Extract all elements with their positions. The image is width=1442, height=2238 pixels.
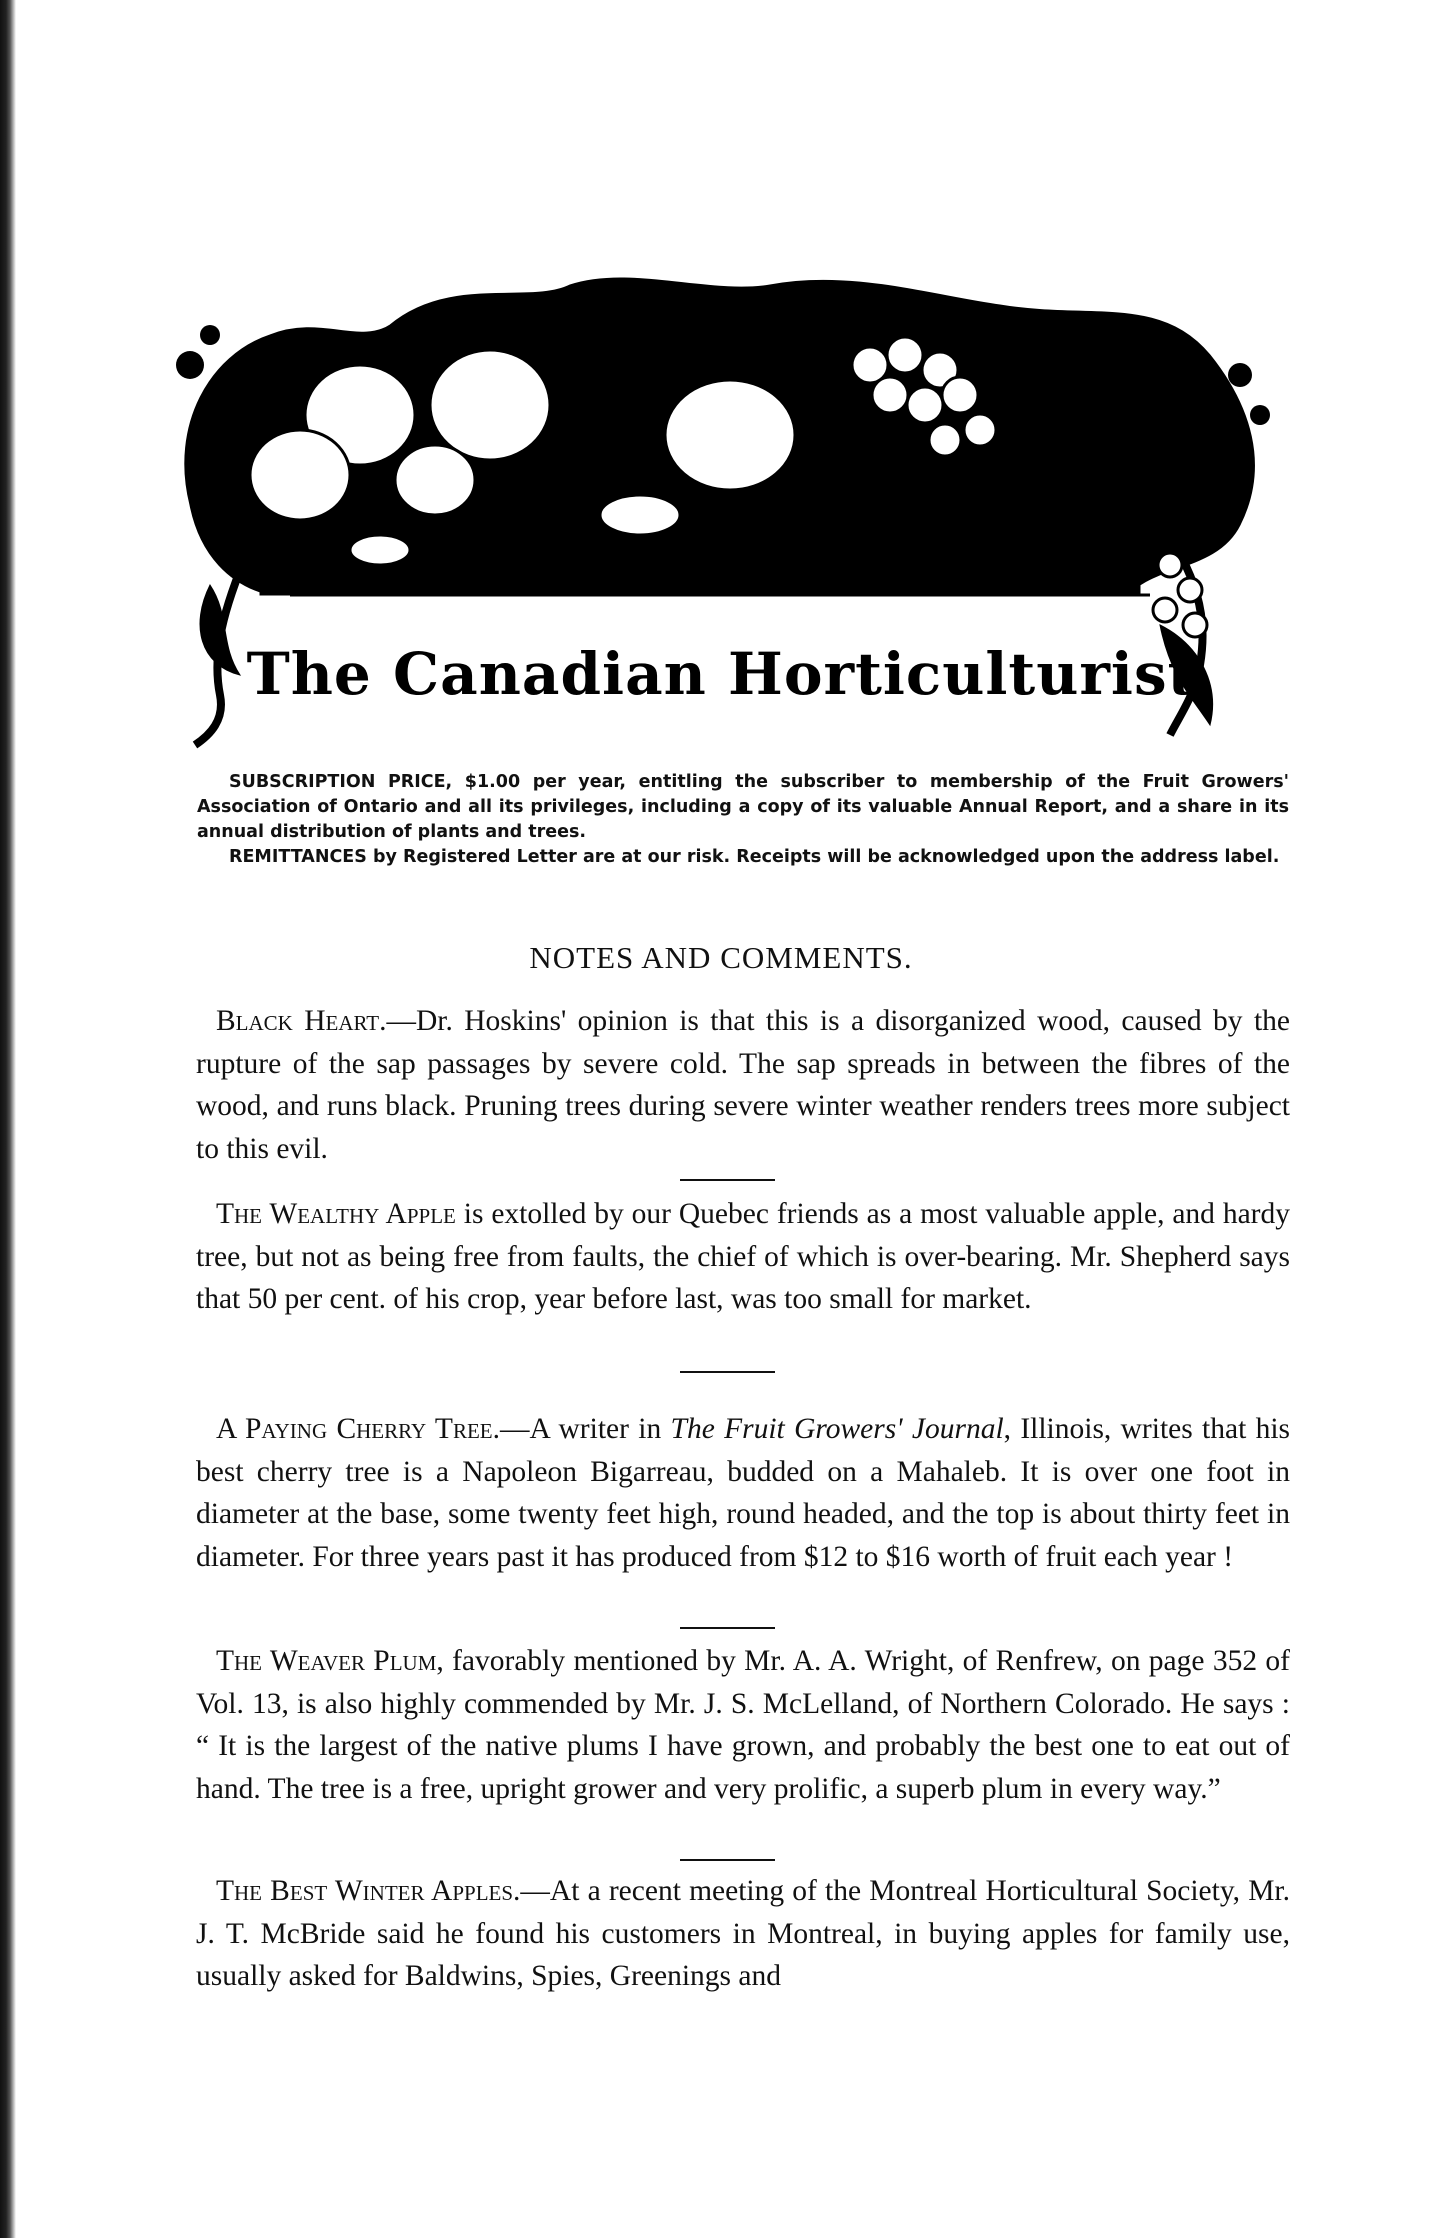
article-divider xyxy=(680,1179,775,1181)
remittance-text: REMITTANCES by Registered Letter are at our risk. Receipts will be acknowledged upon the address label. xyxy=(229,847,1280,867)
article-black-heart xyxy=(196,1000,1290,1170)
article-body: , Illinois, writes that his best cherry tree is a Napoleon Bigarreau, budded on a Mahaleb. It is over one foot in diameter at the base, some twenty feet high, round headed, and the top is about thirty feet in diameter. For three years past it has produced from $12 to $16 worth of fruit each year ! xyxy=(196,1413,1291,1573)
article-body: —Dr. Hoskins' opinion is that this is a disorganized wood, caused by the rupture of the sap passages by severe cold. The sap spreads in between the fibres of the wood, and runs black. Pruning trees during severe winter weather renders trees more subject to this evil. xyxy=(196,1005,1290,1165)
article-divider xyxy=(680,1627,775,1629)
article-lead: The Weaver Plum, xyxy=(216,1645,444,1677)
masthead-title: The Canadian Horticulturist xyxy=(246,640,1196,708)
article-divider xyxy=(680,1859,775,1861)
article-body: —At a recent meeting of the Montreal Horticultural Society, Mr. J. T. McBride said he found his customers in Montreal, in buying apples for family use, usually asked for Baldwins, Spies, Greenings and xyxy=(196,1875,1290,1992)
subscription-price-text: SUBSCRIPTION PRICE, $1.00 per year, entitling the subscriber to membership of the Fruit Growers' Association of Ontario and all its privileges, including a copy of its valuable Annual Report, and a share in its annual distribution of plants and trees. xyxy=(197,772,1289,842)
page-binding-edge xyxy=(0,0,16,2238)
article-wealthy-apple xyxy=(196,1193,1290,1321)
article-divider xyxy=(680,1371,775,1373)
journal-title: The Fruit Growers' Journal xyxy=(670,1413,1004,1445)
article-weaver-plum xyxy=(196,1640,1290,1810)
article-lead: Black Heart. xyxy=(216,1005,387,1037)
article-body: is extolled by our Quebec friends as a most valuable apple, and hardy tree, but not as being free from faults, the chief of which is over-bearing. Mr. Shepherd says that 50 per cent. of his crop, year before last, was too small for market. xyxy=(196,1198,1290,1315)
article-lead: A Paying Cherry Tree. xyxy=(216,1413,500,1445)
article-lead: The Wealthy Apple xyxy=(216,1198,456,1230)
article-lead: The Best Winter Apples. xyxy=(216,1875,521,1907)
subscription-notice xyxy=(197,770,1289,870)
section-title: NOTES AND COMMENTS. xyxy=(529,940,913,975)
article-body: favorably mentioned by Mr. A. A. Wright, of Renfrew, on page 352 of Vol. 13, is also highly commended by Mr. J. S. McLelland, of Northern Colorado. He says : “ It is the largest of the native plums I have grown, and probably the best one to eat out of hand. The tree is a free, upright grower and very prolific, a superb plum in every way.” xyxy=(196,1645,1290,1805)
article-best-winter-apples xyxy=(196,1870,1290,1998)
article-paying-cherry-tree xyxy=(196,1408,1290,1578)
article-body: —A writer in xyxy=(500,1413,671,1445)
